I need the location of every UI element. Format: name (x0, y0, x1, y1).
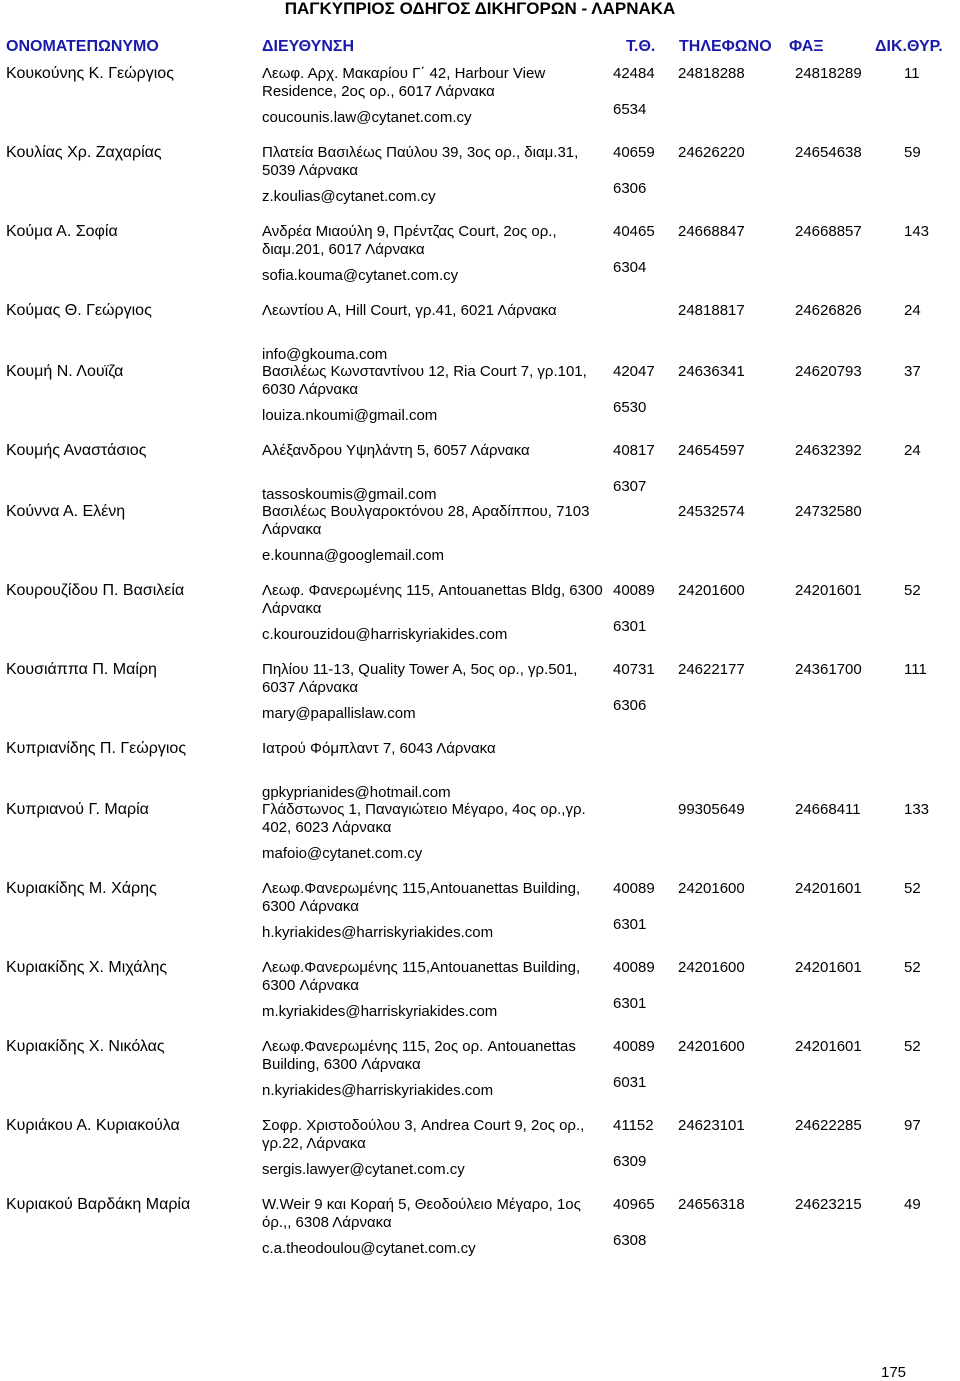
entry-po-box-code: 6301 (613, 995, 647, 1012)
entry-name: Κουρουζίδου Π. Βασιλεία (6, 582, 185, 599)
entry-email: info@gkouma.com (262, 346, 388, 363)
entry-po-box-code: 6309 (613, 1153, 647, 1170)
entry-email: c.a.theodoulou@cytanet.com.cy (262, 1240, 476, 1257)
entry-email: h.kyriakides@harriskyriakides.com (262, 924, 494, 941)
entry-po-box-code: 6306 (613, 180, 647, 197)
entry-name: Κούμας Θ. Γεώργιος (6, 302, 152, 319)
entry-court-box: 97 (904, 1117, 921, 1134)
directory-entry (0, 801, 960, 880)
entry-po-box: 40817 (613, 442, 655, 459)
entry-email: e.kounna@googlemail.com (262, 547, 444, 564)
entry-phone: 24818288 (678, 65, 745, 82)
entry-po-box: 42047 (613, 363, 655, 380)
entry-court-box: 11 (904, 65, 920, 82)
entry-email: m.kyriakides@harriskyriakides.com (262, 1003, 498, 1020)
entry-address: Βασιλέως Κωνσταντίνου 12, Ria Court 7, γρ.101, 6030 Λάρνακα (262, 363, 587, 398)
directory-entry (0, 144, 960, 223)
entry-address: Πηλίου 11-13, Quality Tower A, 5ος ορ., γρ.501, 6037 Λάρνακα (262, 661, 578, 696)
entry-court-box: 37 (904, 363, 921, 380)
entry-po-box: 42484 (613, 65, 655, 82)
entry-phone: 99305649 (678, 801, 745, 818)
entry-court-box: 24 (904, 442, 921, 459)
entry-email: coucounis.law@cytanet.com.cy (262, 109, 472, 126)
entry-court-box: 52 (904, 1038, 921, 1055)
entry-phone: 24654597 (678, 442, 745, 459)
directory-entry (0, 363, 960, 442)
header-phone: ΤΗΛΕΦΩΝΟ (679, 38, 772, 55)
header-court-box: ΔΙΚ.ΘΥΡ. (875, 38, 943, 55)
entry-court-box: 143 (904, 223, 930, 240)
entry-email: sofia.kouma@cytanet.com.cy (262, 267, 459, 284)
header-po-box: Τ.Θ. (626, 38, 656, 55)
entry-po-box-code: 6307 (613, 478, 647, 495)
directory-entry (0, 1117, 960, 1196)
entry-fax: 24201601 (795, 1038, 862, 1055)
entry-fax: 24201601 (795, 959, 862, 976)
entry-fax: 24623215 (795, 1196, 862, 1213)
entry-po-box: 40731 (613, 661, 655, 678)
entry-email: z.koulias@cytanet.com.cy (262, 188, 436, 205)
entry-address: W.Weir 9 και Κοραή 5, Θεοδούλειο Μέγαρο, 1ος όρ.,, 6308 Λάρνακα (262, 1196, 581, 1231)
entry-phone: 24623101 (678, 1117, 745, 1134)
entry-po-box: 40089 (613, 582, 655, 599)
entry-email: gpkyprianides@hotmail.com (262, 784, 451, 801)
entry-address: Λεωφ. Αρχ. Μακαρίου Γ΄ 42, Harbour View Residence, 2ος ορ., 6017 Λάρνακα (262, 65, 546, 100)
entry-name: Κυριακίδης Χ. Νικόλας (6, 1038, 165, 1055)
entry-phone: 24636341 (678, 363, 745, 380)
entry-email: sergis.lawyer@cytanet.com.cy (262, 1161, 465, 1178)
entry-po-box: 40659 (613, 144, 655, 161)
page-number: 175 (881, 1364, 907, 1381)
entry-fax: 24622285 (795, 1117, 862, 1134)
entry-fax: 24201601 (795, 582, 862, 599)
entry-address: Λεωφ. Φανερωμένης 115, Antouanettas Bldg, 6300 Λάρνακα (262, 582, 603, 617)
entry-phone: 24626220 (678, 144, 745, 161)
entry-address: Αλέξανδρου Υψηλάντη 5, 6057 Λάρνακα (262, 442, 530, 459)
entry-court-box: 52 (904, 880, 921, 897)
entry-name: Κυπριανίδης Π. Γεώργιος (6, 740, 187, 757)
entry-name: Κούννα Α. Ελένη (6, 503, 126, 520)
entry-email: n.kyriakides@harriskyriakides.com (262, 1082, 494, 1099)
entry-email: louiza.nkoumi@gmail.com (262, 407, 438, 424)
entry-po-box-code: 6301 (613, 618, 647, 635)
directory-entry (0, 1196, 960, 1275)
entry-po-box: 40089 (613, 1038, 655, 1055)
entry-phone: 24201600 (678, 880, 745, 897)
entry-address: Πλατεία Βασιλέως Παύλου 39, 3ος ορ., διαμ.31, 5039 Λάρνακα (262, 144, 579, 179)
entry-address: Λεωφ.Φανερωμένης 115,Antouanettas Building, 6300 Λάρνακα (262, 880, 581, 915)
entry-name: Κυριακίδης Μ. Χάρης (6, 880, 157, 897)
entry-court-box: 59 (904, 144, 921, 161)
entry-fax: 24668411 (795, 801, 861, 818)
entry-address: Γλάδστωνος 1, Παναγιώτειο Μέγαρο, 4ος ορ.,γρ. 402, 6023 Λάρνακα (262, 801, 586, 836)
entry-po-box-code: 6301 (613, 916, 647, 933)
entry-name: Κουμή Ν. Λουϊζα (6, 363, 124, 380)
entry-po-box-code: 6308 (613, 1232, 647, 1249)
entry-court-box: 111 (904, 661, 927, 678)
entry-address: Σοφρ. Χριστοδούλου 3, Andrea Court 9, 2ος ορ., γρ.22, Λάρνακα (262, 1117, 585, 1152)
entry-name: Κυπριανού Γ. Μαρία (6, 801, 149, 818)
entry-po-box-code: 6306 (613, 697, 647, 714)
entry-po-box-code: 6530 (613, 399, 647, 416)
entry-phone: 24532574 (678, 503, 745, 520)
entry-court-box: 133 (904, 801, 930, 818)
header-fax: ΦΑΞ (789, 38, 824, 55)
entry-po-box: 40089 (613, 880, 655, 897)
entry-court-box: 49 (904, 1196, 921, 1213)
entry-phone: 24201600 (678, 582, 745, 599)
header-name: ΟΝΟΜΑΤΕΠΩΝΥΜΟ (6, 38, 159, 55)
entry-phone: 24668847 (678, 223, 745, 240)
entry-email: mary@papallislaw.com (262, 705, 416, 722)
entry-fax: 24620793 (795, 363, 862, 380)
entry-phone: 24622177 (678, 661, 745, 678)
entry-phone: 24201600 (678, 959, 745, 976)
entry-fax: 24818289 (795, 65, 862, 82)
entry-po-box-code: 6304 (613, 259, 647, 276)
entry-fax: 24668857 (795, 223, 862, 240)
entry-phone: 24656318 (678, 1196, 745, 1213)
entry-fax: 24626826 (795, 302, 862, 319)
entry-phone: 24818817 (678, 302, 745, 319)
page-title: ΠΑΓΚΥΠΡΙΟΣ ΟΔΗΓΟΣ ΔΙΚΗΓΟΡΩΝ - ΛΑΡΝΑΚΑ (284, 0, 676, 18)
header-address: ΔΙΕΥΘΥΝΣΗ (262, 38, 355, 55)
entry-email: mafoio@cytanet.com.cy (262, 845, 423, 862)
entry-fax: 24201601 (795, 880, 862, 897)
directory-entry (0, 661, 960, 740)
directory-entry (0, 880, 960, 959)
entry-address: Λεωφ.Φανερωμένης 115, 2ος ορ. Antouanettas Building, 6300 Λάρνακα (262, 1038, 576, 1073)
entry-address: Βασιλέως Βουλγαροκτόνου 28, Αραδίππου, 7103 Λάρνακα (262, 503, 590, 538)
entry-name: Κούμα Α. Σοφία (6, 223, 118, 240)
entry-address: Ανδρέα Μιαούλη 9, Πρέντζας Court, 2ος ορ., διαμ.201, 6017 Λάρνακα (262, 223, 557, 258)
entry-address: Λεωφ.Φανερωμένης 115,Antouanettas Building, 6300 Λάρνακα (262, 959, 581, 994)
entry-fax: 24632392 (795, 442, 862, 459)
entry-po-box: 40465 (613, 223, 655, 240)
directory-entry (0, 65, 960, 144)
entry-name: Κυριακίδης Χ. Μιχάλης (6, 959, 168, 976)
entry-po-box: 41152 (613, 1117, 654, 1134)
entry-fax: 24361700 (795, 661, 862, 678)
entry-name: Κουσιάππα Π. Μαίρη (6, 661, 157, 678)
directory-entry (0, 1038, 960, 1117)
entry-name: Κυριακού Βαρδάκη Μαρία (6, 1196, 191, 1213)
entry-address: Λεωντίου Α, Hill Court, γρ.41, 6021 Λάρνακα (262, 302, 557, 319)
entry-email: tassoskoumis@gmail.com (262, 486, 437, 503)
entry-po-box: 40965 (613, 1196, 655, 1213)
entry-court-box: 52 (904, 582, 921, 599)
entry-name: Κουλίας Χρ. Ζαχαρίας (6, 144, 162, 161)
entry-email: c.kourouzidou@harriskyriakides.com (262, 626, 508, 643)
entry-po-box-code: 6534 (613, 101, 647, 118)
entry-name: Κουκούνης Κ. Γεώργιος (6, 65, 174, 82)
directory-entry (0, 223, 960, 302)
entry-fax: 24732580 (795, 503, 862, 520)
directory-entry (0, 503, 960, 582)
entry-court-box: 24 (904, 302, 921, 319)
directory-entry (0, 959, 960, 1038)
entry-po-box: 40089 (613, 959, 655, 976)
entry-fax: 24654638 (795, 144, 862, 161)
entry-phone: 24201600 (678, 1038, 745, 1055)
entry-po-box-code: 6031 (613, 1074, 647, 1091)
directory-entry (0, 582, 960, 661)
entry-name: Κυριάκου Α. Κυριακούλα (6, 1117, 180, 1134)
entry-address: Ιατρού Φόμπλαντ 7, 6043 Λάρνακα (262, 740, 496, 757)
entry-court-box: 52 (904, 959, 921, 976)
entry-name: Κουμής Αναστάσιος (6, 442, 147, 459)
